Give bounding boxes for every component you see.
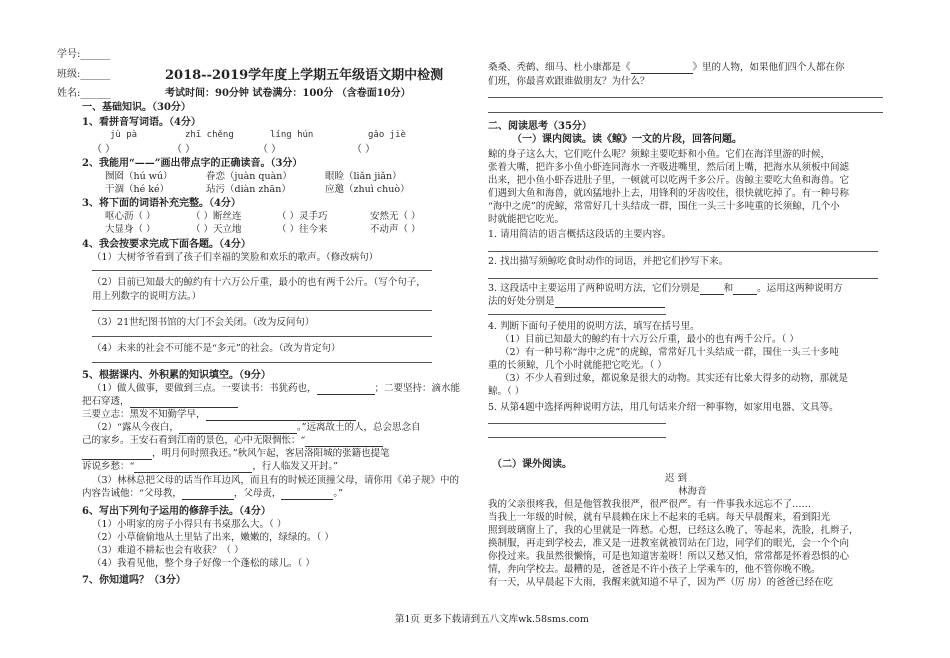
answer-line[interactable] xyxy=(92,270,432,271)
reading-q4-2-cont: 重的长须鲸，几个小时就能把它吃光。（ ） xyxy=(488,360,667,371)
q5-heading: 5、根据课内、外积累的知识填空。（9分） xyxy=(82,370,271,381)
answer-line[interactable] xyxy=(488,112,883,113)
q4-2-cont: 用上列数字的说明方法。） xyxy=(92,291,202,302)
story-author: 林海音 xyxy=(678,486,707,497)
reading-q1: 1. 请用简洁的语言概括这段话的主要内容。 xyxy=(488,229,672,240)
q4-1: （1）大树爷爷看到了孩子们幸福的笑脸和欢乐的歌声。（修改病句） xyxy=(92,252,379,263)
reading-q3-cont xyxy=(488,296,665,308)
q5-2-text: 诉说乡愁：“ xyxy=(82,461,135,472)
q1-answer-box-4[interactable]: （ ） xyxy=(352,144,376,155)
answer-line[interactable] xyxy=(92,362,432,363)
q4-4: （4）未来的社会不可能不是“多元”的社会。（改为肯定句） xyxy=(92,343,341,354)
q5-3-tail: 。” xyxy=(333,488,343,499)
name-field[interactable]: 姓名:______ xyxy=(57,88,111,99)
fill-blank[interactable] xyxy=(82,449,152,460)
fill-blank[interactable] xyxy=(317,384,375,395)
q2-item: 眷恋（juàn quàn） xyxy=(206,171,292,182)
q5-2-tail: 。”远离故土的人，总会思念自 xyxy=(296,422,421,433)
q4-3: （3）21世纪图书馆的大门不会关闭。（改为反问句） xyxy=(92,317,315,328)
fill-blank[interactable] xyxy=(700,284,724,295)
reading-q3-mid: 和 xyxy=(723,283,734,294)
fill-blank[interactable] xyxy=(206,410,356,421)
fill-blank[interactable] xyxy=(281,489,333,500)
q6-heading: 6、写出下列句子运用的修辞手法。（4分） xyxy=(82,506,271,517)
fill-blank[interactable] xyxy=(555,297,665,308)
page-footer: 第1页 更多下载请到五八文库wk.58sms.com xyxy=(395,614,589,625)
q1-pinyin-4: gǎo jiè xyxy=(368,130,406,140)
q3-item[interactable]: （ ）灵手巧 xyxy=(277,211,328,222)
q5-2-tail: ，行人临发又开封。” xyxy=(252,461,338,472)
q6-1: （1）小明家的房子小得只有书桌那么大。（ ） xyxy=(92,519,287,530)
q4-heading: 4、我会按要求完成下面各题。（4分） xyxy=(82,239,251,250)
story-line: 情，奔向学校去。最糟的是，爸爸是不许小孩子上学乘车的，他不管你晚不晚。 xyxy=(488,564,821,575)
reading-q3 xyxy=(488,283,843,295)
reading-q5: 5. 从第4题中选择两种说明方法，用几句话来介绍一种事物，如家用电器、文具等。 xyxy=(488,402,839,413)
passage-line: 鲸的身子这么大，它们吃什么呢？须鲸主要吃虾和小鱼。它们在海洋里游的时候， xyxy=(488,149,831,160)
q1-pinyin-1: jù pà xyxy=(110,130,138,140)
fill-blank[interactable] xyxy=(631,63,693,74)
q5-3: （3）林林总把父母的话当作耳边风，而且有的时候还顶撞父母，请你用《弟子规》中的 xyxy=(92,475,460,486)
q3-item[interactable]: 呕心沥（ ） xyxy=(105,211,156,222)
q2-heading: 2、我能用“——”画出带点字的正确读音。（3分） xyxy=(82,158,303,169)
q1-heading: 1、看拼音写词语。（4分） xyxy=(82,117,201,128)
reading-q4-2: （2）有一种号称“海中之虎”的虎鲸，常常好几十头结成一群，围住一头三十多吨 xyxy=(500,347,839,358)
q5-2-text: 己的家乡。王安石看到江南的景色，心中无限惆怅：“ xyxy=(82,435,306,446)
q6-3: （3）难道不耕耘也会有收获？（ ） xyxy=(92,545,244,556)
q5-3-text: 内容告诫他：“父母教， xyxy=(82,488,182,499)
reading-q2: 2. 找出描写须鲸吃食时动作的词语，并把它们抄写下来。 xyxy=(488,256,729,267)
q5-1-text: 把石穿透， xyxy=(82,396,130,407)
passage-line: 时就能把它吃光。 xyxy=(488,214,565,225)
exam-title: 2018--2019学年度上学期五年级语文期中检测 xyxy=(165,68,444,83)
section-2-heading: 二、阅读思考（35分） xyxy=(488,121,592,132)
answer-line[interactable] xyxy=(92,336,432,337)
q5-2-text: ，明月何时照我还。”秋风乍起，客居洛阳城的张籍也提笔 xyxy=(152,448,390,459)
passage-line: 出来，把小鱼小虾吞进肚子里，一顿就可以吃两千多公斤。齿鲸主要吃大鱼和海兽。它 xyxy=(488,175,850,186)
reading-q4: 4. 判断下面句子使用的说明方法，填写在括号里。 xyxy=(488,321,700,332)
story-line: 你投过来。我虽然很懒惰，可是也知道害羞呀！所以又愁又怕，常常都是怀着恐惧的心 xyxy=(488,551,850,562)
passage-line: 张着大嘴，把许多小鱼小虾连同海水一齐吸进嘴里，然后闭上嘴，把海水从须板中间滤 xyxy=(488,162,850,173)
q1-answer-box-1[interactable]: （ ） xyxy=(92,144,116,155)
q7-heading: 7、你知道吗？（3分） xyxy=(82,575,186,586)
reading-2-heading: （二）课外阅读。 xyxy=(492,459,572,470)
student-id-field[interactable]: 学号:______ xyxy=(57,49,111,60)
q6-2: （2）小草偷偷地从土里钻了出来，嫩嫩的，绿绿的。（ ） xyxy=(92,532,334,543)
fill-blank[interactable] xyxy=(134,462,252,473)
story-line: 有一天，从早晨起下大雨，我醒来就知道不早了，因为严（厉 房）的爸爸已经在吃 xyxy=(488,577,834,588)
reading-q3-text: 法的好处分别是 xyxy=(488,296,555,307)
q6-4: （4）我看见他，整个身子好像一个蓬松的球儿。（ ） xyxy=(92,558,315,569)
q3-item[interactable]: 大显身（ ） xyxy=(105,224,156,235)
q5-1 xyxy=(92,383,460,395)
q5-1-text: （1）做人做事，要做到三点。一要读书：书犹药也， xyxy=(92,383,317,394)
reading-1-heading: （一）课内阅读。读《鲸》一文的片段，回答问题。 xyxy=(512,134,742,145)
answer-line[interactable] xyxy=(488,97,883,98)
q3-item[interactable]: 安然无（ ） xyxy=(370,211,421,222)
q5-1-tail: ；二要坚持：滴水能 xyxy=(374,383,461,394)
q7-text: 桑桑、秃鹤、细马、杜小康都是《 xyxy=(488,62,631,73)
answer-line[interactable] xyxy=(488,437,666,438)
q1-answer-box-3[interactable]: （ ） xyxy=(258,144,282,155)
reading-q4-1: （1）目前已知最大的鲸约有十六万公斤重，最小的也有两千公斤。（ ） xyxy=(500,334,799,345)
q7-tail: 》里的人物，如果他们四个人都在你 xyxy=(692,62,845,73)
q5-2-text: （2）“露从今夜白， xyxy=(92,422,179,433)
q3-item[interactable]: 不动声（ ） xyxy=(370,224,421,235)
fill-blank[interactable] xyxy=(305,436,383,447)
answer-line[interactable] xyxy=(488,314,666,315)
q1-pinyin-3: líng hún xyxy=(270,130,314,140)
story-title: 迟 到 xyxy=(665,473,688,484)
section-1-heading: 一、基础知识。（30分） xyxy=(82,102,191,113)
answer-line[interactable] xyxy=(488,278,878,279)
story-line: 当我上一年级的时候，就有早晨赖在床上不起来的毛病。每天早晨醒来，看到阳光 xyxy=(488,512,831,523)
q5-3-cont xyxy=(82,488,343,500)
class-field[interactable]: 班级:______ xyxy=(57,69,111,80)
reading-q4-3-cont: 鲸。（ ） xyxy=(488,386,525,397)
q1-pinyin-2: zhī chěng xyxy=(185,130,234,140)
q5-2-cont xyxy=(82,461,338,473)
q5-3-mid: ，父母责， xyxy=(233,488,282,499)
answer-line[interactable] xyxy=(92,310,432,311)
q5-2-cont xyxy=(82,435,383,447)
q2-item: 玷污（diàn zhān） xyxy=(206,184,291,195)
q7-question-cont: 们班，你最喜欢跟谁做朋友？为什么？ xyxy=(488,76,650,87)
q3-heading: 3、将下面的词语补充完整。（4分） xyxy=(82,198,241,209)
answer-line[interactable] xyxy=(488,251,878,252)
q3-item[interactable]: （ ）往今来 xyxy=(277,224,328,235)
reading-q3-text: 3. 这段话中主要运用了两种说明方法，它们分别是 xyxy=(488,283,700,294)
q5-2 xyxy=(92,422,421,434)
story-line: 换制服，再走到学校去，准又是一进教室就被罚站在门边，同学们的眼光，会一个个向 xyxy=(488,538,850,549)
q4-2: （2）目前已知最大的鲸约有十六万公斤重，最小的也有两千公斤。（写个句子， xyxy=(92,277,426,288)
fill-blank[interactable] xyxy=(733,284,757,295)
q2-item: 眼睑（liǎn jiǎn） xyxy=(325,171,402,182)
q1-answer-box-2[interactable]: （ ） xyxy=(172,144,196,155)
story-line: 我的父亲很疼我，但是他管教我很严，很严很严。有一件事我永远忘不了…… xyxy=(488,499,812,510)
q7-question xyxy=(488,62,845,74)
fill-blank[interactable] xyxy=(182,489,234,500)
fill-blank[interactable] xyxy=(179,423,297,434)
fill-blank[interactable] xyxy=(130,397,238,408)
q5-2-cont xyxy=(82,448,390,460)
q2-item: 应邀（zhuì chuò） xyxy=(325,184,410,195)
q5-1-text: 三要立志：黑发不知勤学早， xyxy=(82,409,206,420)
story-line: 照到玻璃窗上了，我的心里就是一阵愁。心想，已经这么晚了，等起来，洗脸，扎辫子， xyxy=(488,525,859,536)
passage-line: “海中之虎”的虎鲸，常常好几十头结成一群，围住一头三十多吨重的长须鲸，几个小 xyxy=(488,201,840,212)
q5-1-cont xyxy=(82,409,356,421)
answer-line[interactable] xyxy=(488,423,666,424)
q5-1-cont xyxy=(82,396,238,408)
q3-item[interactable]: （ ）断丝连 xyxy=(191,211,242,222)
q2-item: 囫囵（hú wú） xyxy=(105,171,173,182)
reading-q4-3: （3）不少人看到过象，都说象是很大的动物。其实还有比象大得多的动物，那就是 xyxy=(500,373,849,384)
reading-q3-tail: 。运用这两种说明方 xyxy=(757,283,843,294)
exam-info: 考试时间：90分钟 试卷满分：100分 （含卷面10分） xyxy=(165,88,411,99)
passage-line: 们遇到大鱼和海兽，就凶猛地扑上去，用锋利的牙齿咬住，很快就吃掉了。有一种号称 xyxy=(488,188,850,199)
q2-item: 干涸（hé ké） xyxy=(105,184,170,195)
q3-item[interactable]: （ ）天立地 xyxy=(191,224,242,235)
